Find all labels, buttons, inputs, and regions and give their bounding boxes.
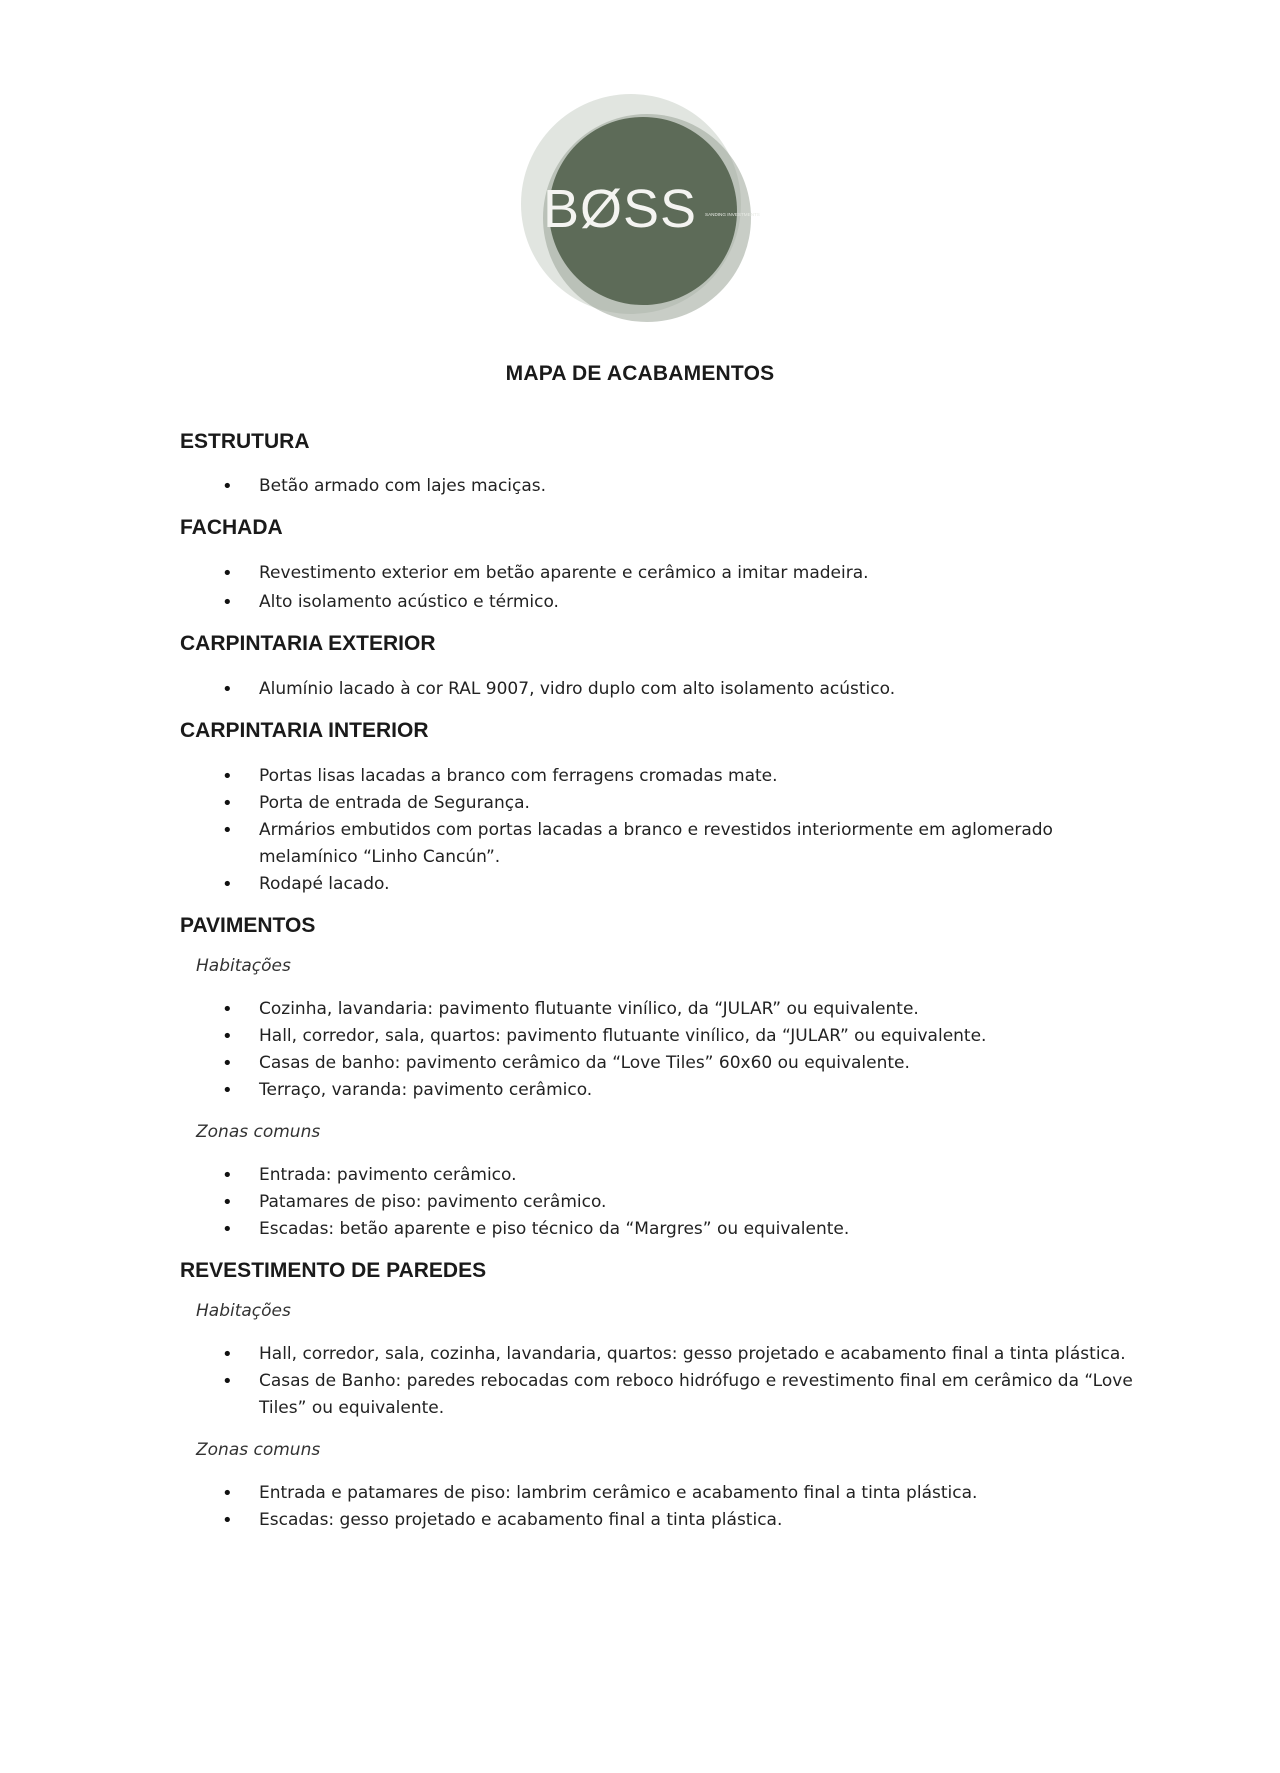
boss-logo [517,90,765,330]
carpintaria-exterior-list [180,676,1140,703]
section-title-revestimento-paredes: REVESTIMENTO DE PAREDES [180,1259,487,1282]
section-title-pavimentos: PAVIMENTOS [180,914,316,937]
list-item: • Alto isolamento acústico e térmico. [180,589,1140,616]
paredes-zonas-comuns-list [180,1480,1140,1534]
list-item: • Terraço, varanda: pavimento cerâmico. [180,1077,1140,1104]
section-title-fachada: FACHADA [180,516,283,539]
list-item: • Portas lisas lacadas a branco com ferragens cromadas mate. [180,763,1140,790]
subhead-zonas-comuns: Zonas comuns [196,1122,321,1142]
subhead-habitacoes: Habitações [196,956,291,976]
section-title-carpintaria-interior: CARPINTARIA INTERIOR [180,719,429,742]
subhead-zonas-comuns: Zonas comuns [196,1440,321,1460]
list-item: • Revestimento exterior em betão aparente e cerâmico a imitar madeira. [180,560,1140,587]
list-item: • Entrada e patamares de piso: lambrim cerâmico e acabamento final a tinta plástica. [180,1480,1140,1507]
subhead-habitacoes: Habitações [196,1301,291,1321]
list-item: • Armários embutidos com portas lacadas a branco e revestidos interiormente em aglomerado melamínico “Linho Cancún”. [180,817,1140,871]
list-item: • Patamares de piso: pavimento cerâmico. [180,1189,1140,1216]
list-item: • Hall, corredor, sala, cozinha, lavandaria, quartos: gesso projetado e acabamento final a tinta plástica. [180,1341,1140,1368]
logo-subtext: SANDING INVESTMENTS [705,212,760,217]
pavimentos-habitacoes-list [180,996,1140,1104]
list-item: • Escadas: betão aparente e piso técnico da “Margres” ou equivalente. [180,1216,1140,1243]
document-content [180,430,1140,1534]
list-item: • Porta de entrada de Segurança. [180,790,1140,817]
logo-text: BØSS [542,179,698,239]
fachada-list [180,560,1140,616]
estrutura-list [180,473,1140,500]
pavimentos-zonas-comuns-list [180,1162,1140,1243]
list-item: • Cozinha, lavandaria: pavimento flutuante vinílico, da “JULAR” ou equivalente. [180,996,1140,1023]
list-item: • Escadas: gesso projetado e acabamento final a tinta plástica. [180,1507,1140,1534]
list-item: • Rodapé lacado. [180,871,1140,898]
list-item: • Alumínio lacado à cor RAL 9007, vidro duplo com alto isolamento acústico. [180,676,1140,703]
list-item: • Entrada: pavimento cerâmico. [180,1162,1140,1189]
paredes-habitacoes-list [180,1341,1140,1422]
list-item: • Hall, corredor, sala, quartos: pavimento flutuante vinílico, da “JULAR” ou equivalente. [180,1023,1140,1050]
list-item: • Casas de banho: pavimento cerâmico da “Love Tiles” 60x60 ou equivalente. [180,1050,1140,1077]
section-title-carpintaria-exterior: CARPINTARIA EXTERIOR [180,632,436,655]
section-title-estrutura: ESTRUTURA [180,430,310,453]
carpintaria-interior-list [180,763,1140,898]
list-item: • Casas de Banho: paredes rebocadas com reboco hidrófugo e revestimento final em cerâmico da “Love Tiles” ou equivalente. [180,1368,1140,1422]
list-item: • Betão armado com lajes maciças. [180,473,1140,500]
page-title: MAPA DE ACABAMENTOS [505,362,775,385]
